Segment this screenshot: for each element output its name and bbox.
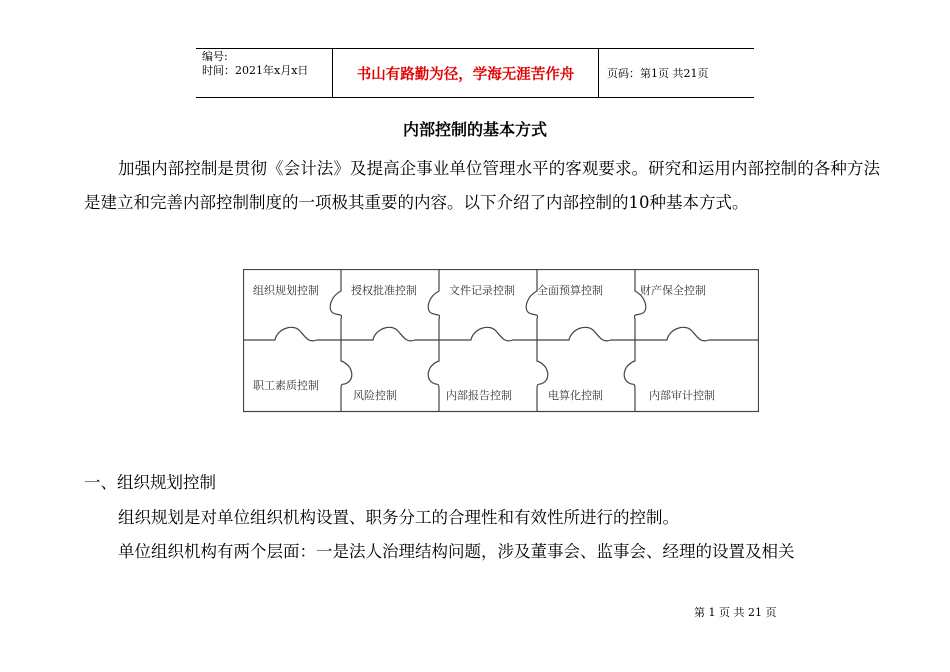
section-heading: 一、组织规划控制 [84, 473, 216, 492]
puzzle-item-budget: 全面预算控制 [537, 284, 603, 297]
puzzle-item-computerization: 电算化控制 [548, 389, 603, 402]
intro-paragraph: 加强内部控制是贯彻《会计法》及提高企事业单位管理水平的客观要求。研究和运用内部控制的各种方法是建立和完善内部控制制度的一项极其重要的内容。以下介绍了内部控制的10种基本方式。 [84, 159, 880, 212]
header-motto: 书山有路勤为径，学海无涯苦作舟 [332, 49, 599, 97]
section-paragraph-1: 组织规划是对单位组织机构设置、职务分工的合理性和有效性所进行的控制。 [118, 508, 679, 527]
puzzle-item-internal-report: 内部报告控制 [446, 389, 512, 402]
header-page-label: 页码：第1页 共21页 [607, 67, 709, 80]
document-title: 内部控制的基本方式 [402, 120, 547, 139]
puzzle-item-authorization: 授权批准控制 [351, 284, 417, 297]
document-header-table [196, 48, 754, 98]
puzzle-diagram [243, 269, 759, 413]
section-paragraph-2: 单位组织机构有两个层面：一是法人治理结构问题，涉及董事会、监事会、经理的设置及相关 [118, 542, 795, 561]
puzzle-row-divider [243, 327, 759, 341]
time-label: 时间：2021年x月x日 [202, 64, 309, 77]
puzzle-item-risk: 风险控制 [353, 389, 397, 402]
puzzle-item-property: 财产保全控制 [640, 284, 706, 297]
puzzle-item-staff-quality: 职工素质控制 [253, 379, 319, 392]
puzzle-item-org-planning: 组织规划控制 [253, 284, 319, 297]
puzzle-item-documentation: 文件记录控制 [449, 284, 515, 297]
page-footer: 第 1 页 共 21 页 [694, 606, 777, 619]
code-label: 编号: [202, 50, 228, 63]
header-meta-cell [196, 49, 332, 97]
puzzle-item-internal-audit: 内部审计控制 [649, 389, 715, 402]
